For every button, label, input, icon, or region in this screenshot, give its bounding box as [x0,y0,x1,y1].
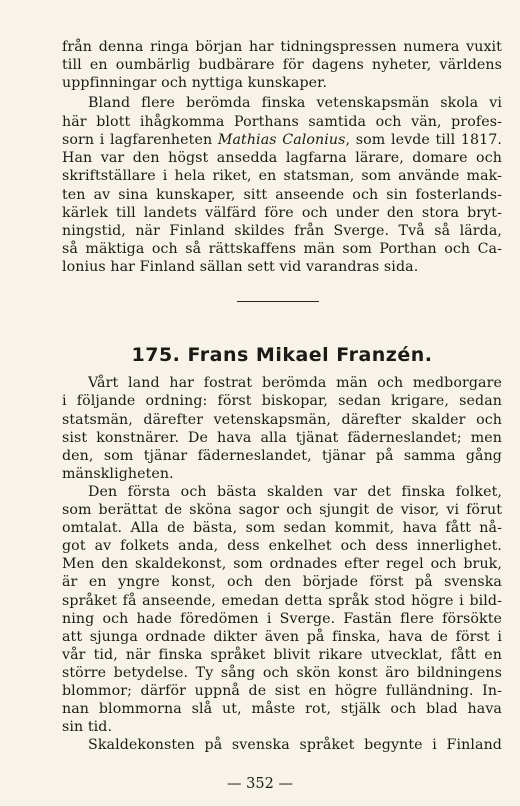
text-line: ningstid, när Finland skildes från Sverge. Två så lärda, [62,223,502,239]
text-line: ten av sina kunskaper, sitt anseende och sin fosterlands- [62,187,502,203]
text-line: Vårt land har fostrat berömda män och medborgare [88,375,502,391]
text-line: mänskligheten. [62,466,174,482]
text-line: ning och hade föredömen i Sverge. Fastän flere försökte [62,611,502,627]
text-fragment: , som levde till 1817. [345,132,502,148]
text-line [62,131,502,149]
text-line: den, som tjänar fäderneslandet, tjänar på samma gång [62,448,502,464]
text-line: lonius har Finland sällan sett vid varandras sida. [62,259,419,275]
text-line: sin tid. [62,719,113,735]
text-line: som berättat de sköna sagor och sjungit de visor, vi förut [62,502,502,518]
section-heading: 175. Frans Mikael Franzén. [131,344,433,366]
text-line: Bland flere berömda finska vetenskapsmän skola vi [88,95,502,111]
text-line: här blott ihågkomma Porthans samtida och vän, profes- [62,114,502,130]
text-line: omtalat. Alla de bästa, som sedan kommit, hava fått nå- [62,520,502,536]
text-line: språket få anseende, emedan detta språk stod högre i bild- [62,593,502,609]
text-line: så mäktiga och så rättskaffens män som Porthan och Ca- [62,241,502,257]
text-line: nan blommorna slå ut, måste rot, stjälk och blad hava [62,701,502,717]
text-line: Den första och bästa skalden var det finska folket, [88,484,502,500]
text-line: är en yngre konst, och den började först på svenska [62,574,502,590]
text-line: att sjunga ordnade dikter även på finska, hava de först i [62,629,502,645]
text-line: skriftställare i hela riket, en statsman, som använde mak- [62,168,502,184]
text-line: sist konstnärer. De hava alla tjänat fäderneslandet; men [62,430,502,446]
page-number: — 352 — [227,776,293,792]
text-line: i följande ordning: först biskopar, sedan krigare, sedan [62,393,502,409]
text-line: kärlek till landets välfärd före och under den stora bryt- [62,205,502,221]
text-line: från denna ringa början har tidningspressen numera vuxit [62,39,502,55]
section-divider [237,301,319,302]
person-name-italic: Mathias Calonius [217,132,346,148]
text-line: got av folkets anda, dess enkelhet och dess innerlighet. [62,538,502,554]
text-line: större betydelse. Ty sång och skön konst äro bildningens [62,665,502,681]
text-line: uppfinningar och nyttiga kunskaper. [62,75,328,91]
text-line: Han var den högst ansedda lagfarna lärare, domare och [62,150,502,166]
text-line: Men den skaldekonst, som ordnades efter regel och bruk, [62,556,502,572]
text-line: statsmän, därefter vetenskapsmän, därefter skalder och [62,412,502,428]
text-line: vår tid, när finska språket blivit rikare utvecklat, fått en [62,647,502,663]
text-fragment: sorn i lagfarenheten [62,132,218,148]
text-line: till en oumbärlig budbärare för dagens nyheter, världens [62,57,502,73]
text-line: Skaldekonsten på svenska språket begynte i Finland [88,737,502,753]
text-line: blommor; därför uppnå de sist en högre fulländning. In- [62,683,502,699]
